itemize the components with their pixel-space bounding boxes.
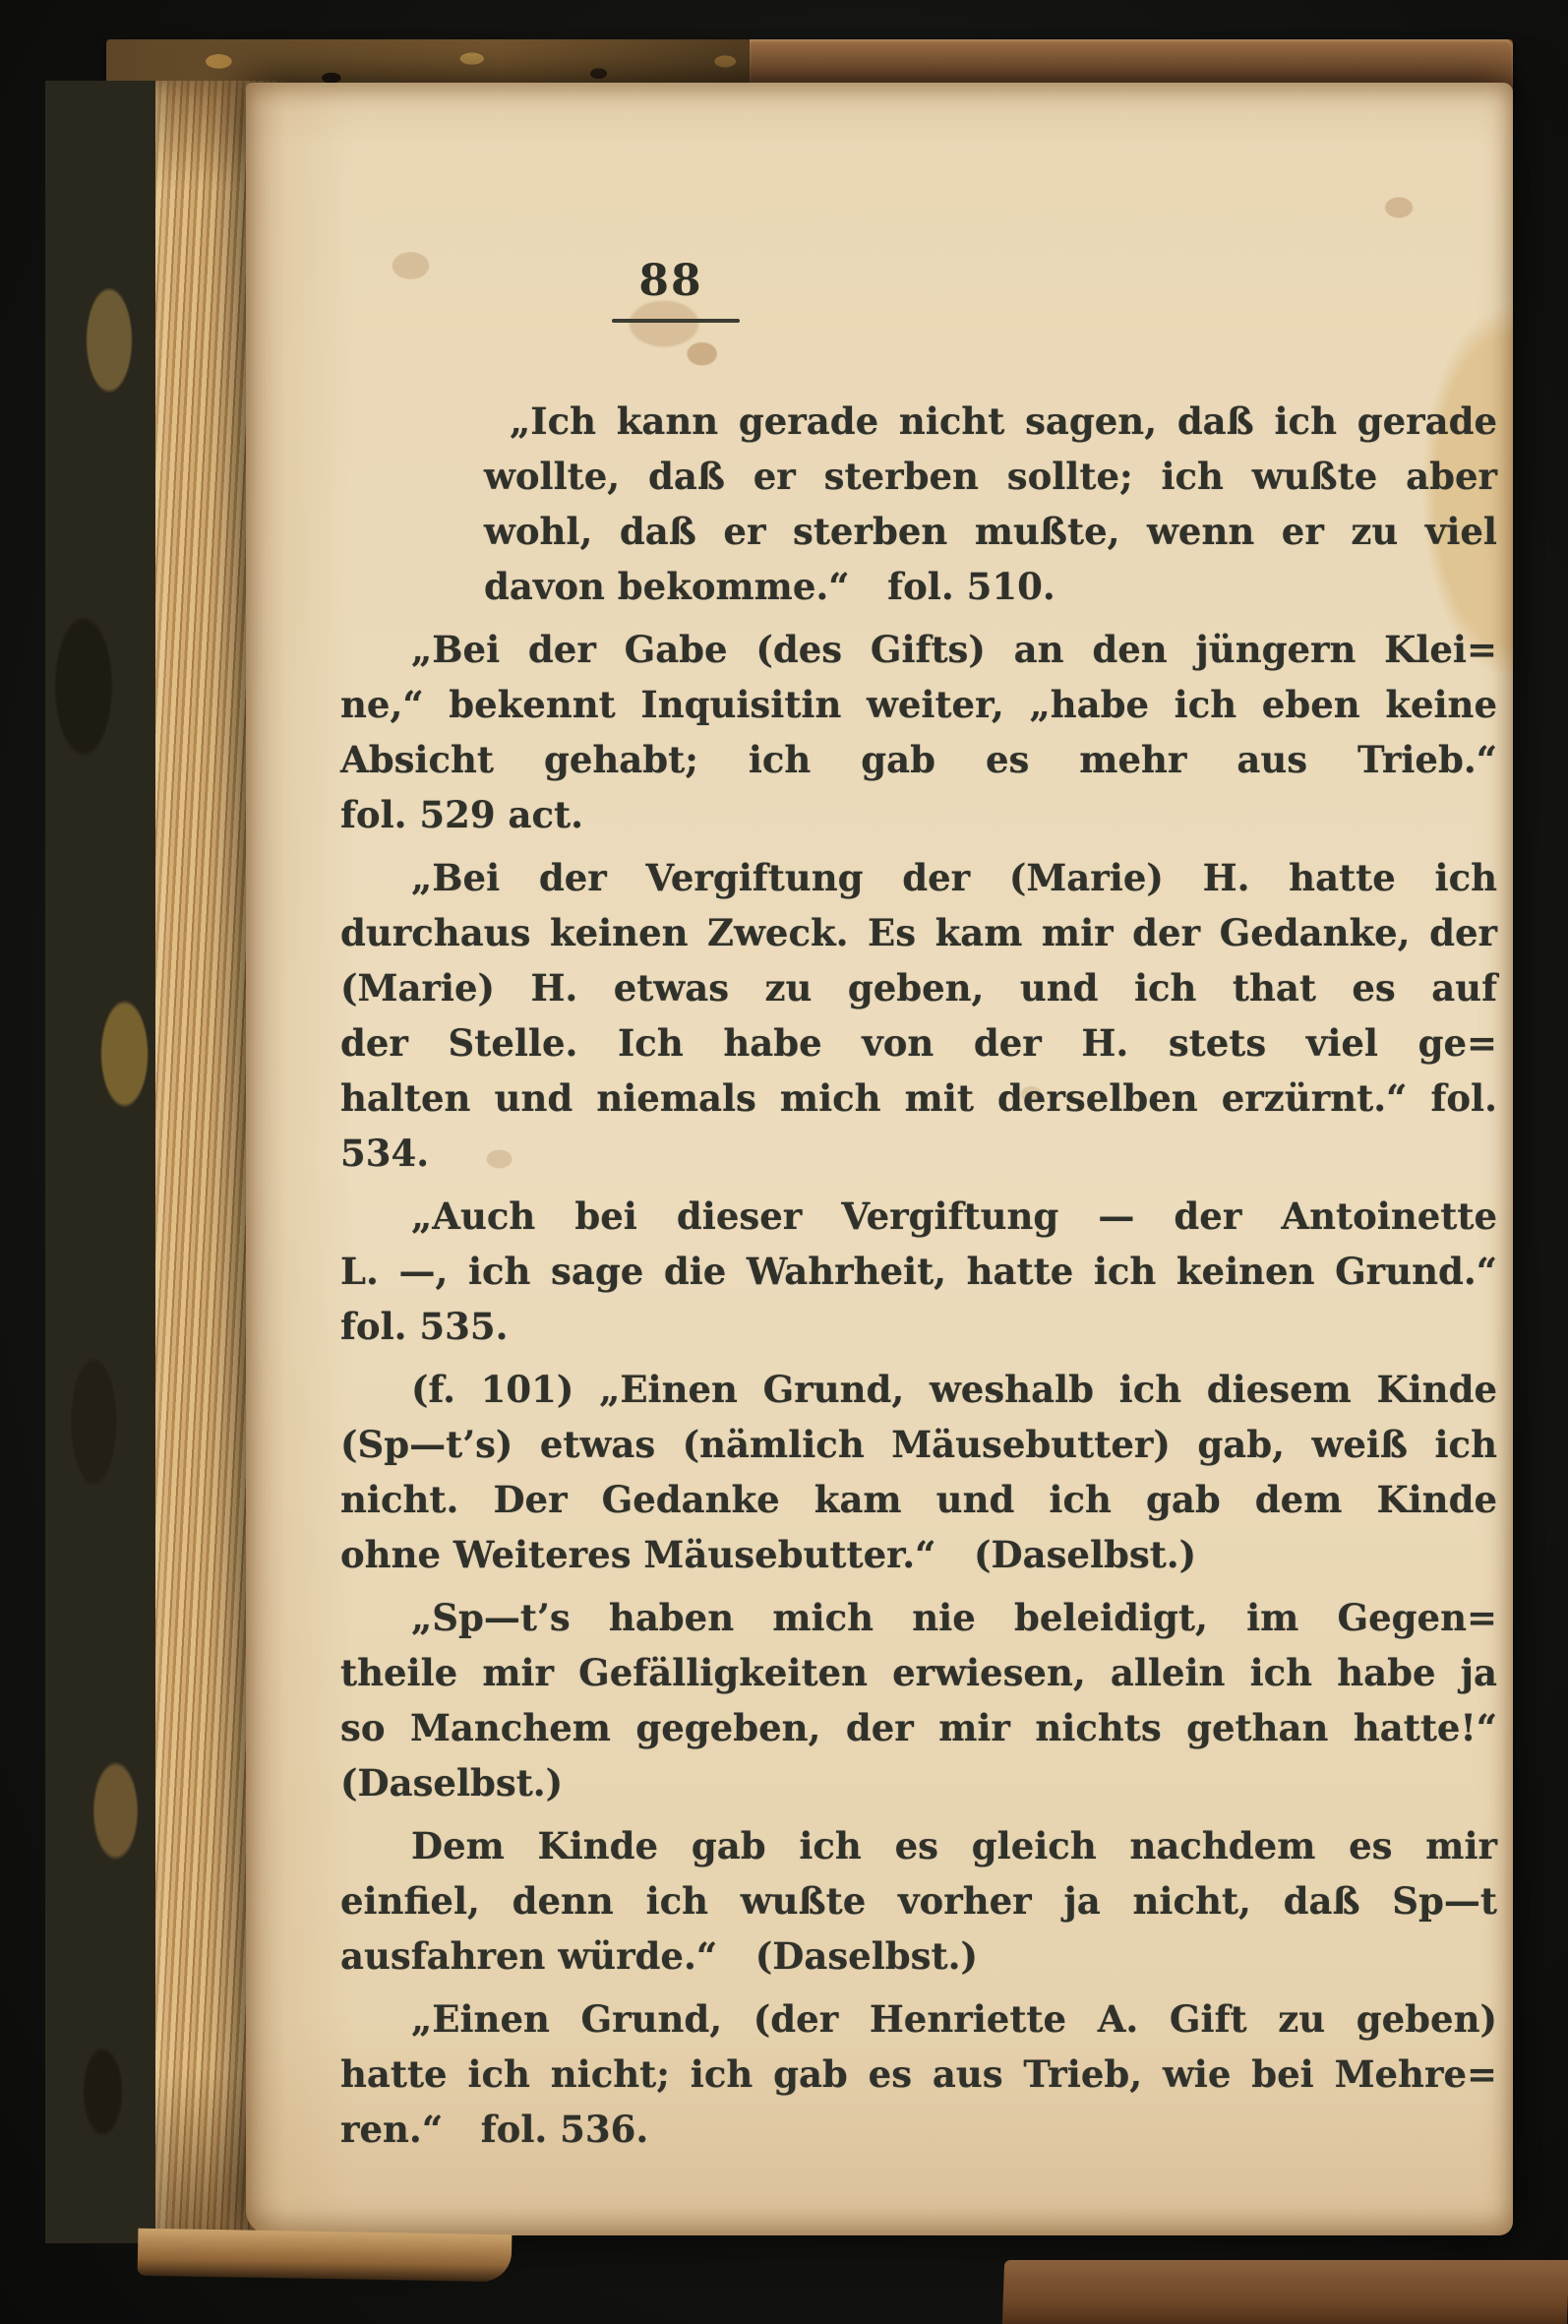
text-line: fol. 535. — [340, 1305, 509, 1348]
text-line: Dem Kinde gab ich es gleich nachdem es mir — [411, 1824, 1497, 1867]
text-line: Absicht gehabt; ich gab es mehr aus Trieb.“ — [340, 738, 1497, 781]
paragraph — [340, 1590, 1497, 1810]
text-line: (Marie) H. etwas zu geben, und ich that es auf — [340, 966, 1497, 1009]
text-line: einfiel, denn ich wußte vorher ja nicht, daß Sp—t — [340, 1879, 1497, 1923]
book-page — [246, 83, 1513, 2235]
text-line: davon bekomme.“ fol. 510. — [484, 565, 1055, 608]
text-line: (Daselbst.) — [340, 1761, 564, 1804]
text-line: wohl, daß er sterben mußte, wenn er zu viel — [484, 510, 1497, 553]
blockquote-paragraph — [484, 394, 1497, 614]
text-line: ausfahren würde.“ (Daselbst.) — [340, 1934, 978, 1978]
text-line: halten und niemals mich mit derselben erzürnt.“ fol. 534. — [340, 1076, 1510, 1175]
text-line: so Manchem gegeben, der mir nichts gethan hatte!“ — [340, 1706, 1497, 1749]
book-bottom-leather-edge — [1002, 2260, 1568, 2324]
paragraph — [340, 1189, 1497, 1354]
text-line: „Auch bei dieser Vergiftung — der Antoinette — [411, 1194, 1497, 1238]
text-line: (Sp—t’s) etwas (nämlich Mäusebutter) gab, weiß ich — [340, 1423, 1497, 1466]
paragraph — [340, 622, 1497, 842]
text-line: ren.“ fol. 536. — [340, 2108, 649, 2151]
text-line: durchaus keinen Zweck. Es kam mir der Gedanke, der — [340, 911, 1497, 954]
text-line: ohne Weiteres Mäusebutter.“ (Daselbst.) — [340, 1533, 1197, 1576]
text-line: „Sp—t’s haben mich nie beleidigt, im Gegen= — [411, 1596, 1497, 1639]
paragraph — [340, 1991, 1497, 2157]
marbled-board-edge — [45, 81, 173, 2243]
text-line: fol. 529 act. — [340, 793, 584, 836]
page-number-rule — [612, 319, 740, 323]
text-line: der Stelle. Ich habe von der H. stets viel ge= — [340, 1021, 1497, 1065]
text-line: „Einen Grund, (der Henriette A. Gift zu geben) — [411, 1997, 1497, 2041]
text-line: „Bei der Gabe (des Gifts) an den jüngern Klei= — [411, 628, 1497, 671]
text-line: „Bei der Vergiftung der (Marie) H. hatte ich — [411, 856, 1497, 899]
paragraph — [340, 1818, 1497, 1984]
text-line: hatte ich nicht; ich gab es aus Trieb, wie bei Mehre= — [340, 2052, 1497, 2096]
text-line: „Ich kann gerade nicht sagen, daß ich gerade — [510, 399, 1497, 443]
text-block — [340, 394, 1510, 2157]
text-line: theile mir Gefälligkeiten erwiesen, allein ich habe ja — [340, 1651, 1497, 1694]
text-line: (f. 101) „Einen Grund, weshalb ich diesem Kinde — [411, 1368, 1497, 1411]
paragraph — [340, 1362, 1497, 1582]
text-line: wollte, daß er sterben sollte; ich wußte aber — [484, 455, 1497, 498]
page-number: 88 — [638, 256, 703, 306]
text-line: nicht. Der Gedanke kam und ich gab dem Kinde — [340, 1478, 1497, 1521]
text-line: L. —, ich sage die Wahrheit, hatte ich keinen Grund.“ — [340, 1250, 1497, 1293]
text-line: ne,“ bekennt Inquisitin weiter, „habe ich eben keine — [340, 683, 1497, 726]
book-bottom-page-edge — [138, 2229, 513, 2283]
paragraph — [340, 850, 1510, 1181]
